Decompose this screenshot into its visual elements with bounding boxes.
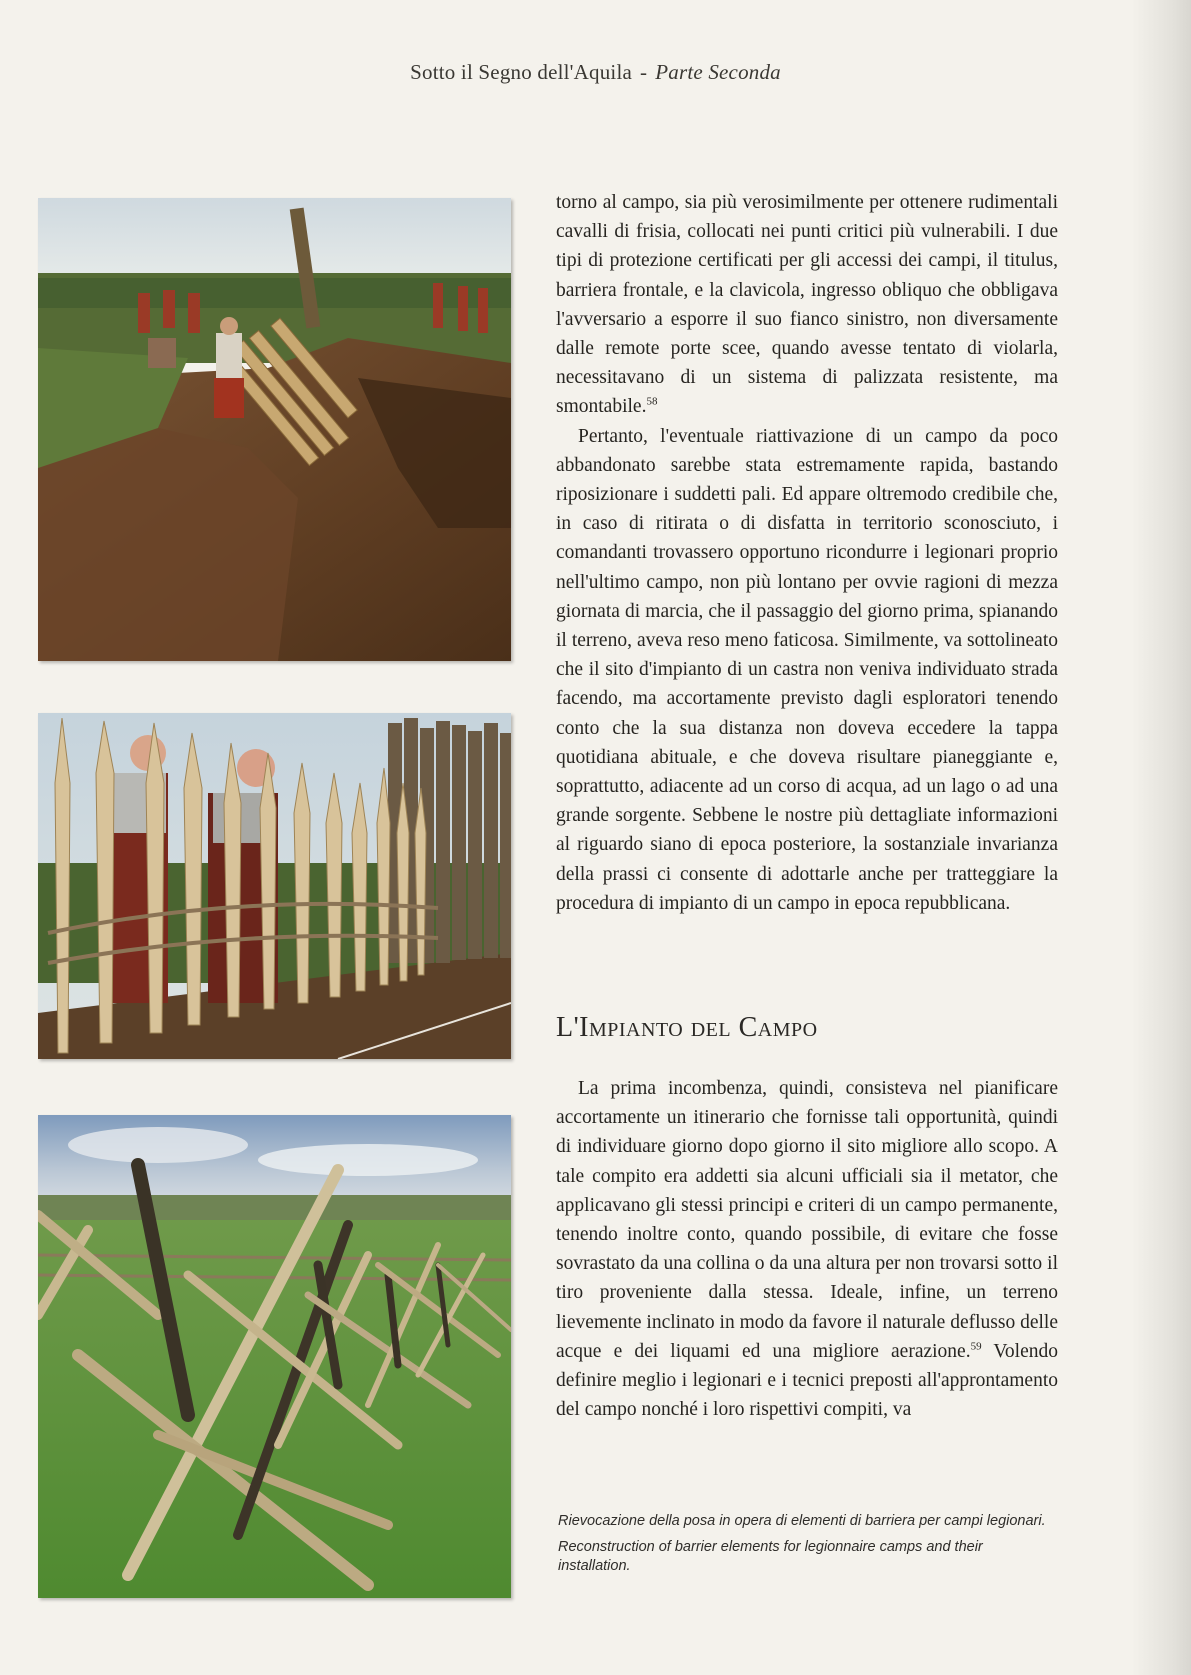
body-text-lower bbox=[556, 1074, 1058, 1424]
caption-italian: Rievocazione della posa in opera di elementi di barriera per campi legionari. bbox=[558, 1513, 1046, 1529]
paragraph-3-text-a: La prima incombenza, quindi, consisteva nel pianificare accortamente un itinerario che fornisse tali opportunità, quindi di individuare giorno dopo giorno il sito migliore allo scopo. A tale compito era addetti sia alcuni ufficiali sia il metator, che applicavano gli stessi principi e criteri di un campo permanente, tenendo inoltre conto, quando possibile, di evitare che fosse sovrastato da una collina o da una altura per non trovarsi sotto il tiro proveniente dalla stessa. Ideale, infine, un terreno lievemente inclinato in modo da favore il naturale deflusso delle acque e dei liquami ed una migliore aerazione. bbox=[556, 1078, 1058, 1362]
footnote-ref-59[interactable]: 59 bbox=[970, 1340, 982, 1353]
paragraph-2: Pertanto, l'eventuale riattivazione di un campo da poco abbandonato sarebbe stata estremamente rapida, bastando riposizionare i suddetti pali. Ed appare oltremodo credibile che, in caso di ritirata o di disfatta in territorio sconosciuto, i comandanti trovassero opportuno ricondurre i legionari proprio nell'ultimo campo, non più lontano per ovvie ragioni di mezza giornata di marcia, che il passaggio del giorno prima, spianando il terreno, aveva reso meno faticosa. Similmente, va sottolineato che il sito d'impianto di un castra non veniva individuato strada facendo, ma accortamente previsto dagli esploratori tenendo conto che la sua distanza non doveva eccedere la tappa quotidiana abituale, e che doveva risultare pianeggiante e, soprattutto, adiacente ad un corso di acqua, ad un lago o ad una grande sorgente. Sebbene le nostre più dettagliate informazioni al riguardo siano di epoca posteriore, la sostanziale invarianza della prassi ci consente di adottarle anche per tratteggiare la procedura di impianto di un campo in epoca repubblicana. bbox=[556, 425, 1058, 914]
section-heading: L'Impianto del Campo bbox=[556, 1012, 818, 1043]
caption-english: Reconstruction of barrier elements for legionnaire camps and their installation. bbox=[558, 1539, 983, 1574]
paragraph-3 bbox=[556, 1074, 1058, 1424]
header-separator: - bbox=[640, 60, 648, 84]
paragraph-1-text: torno al campo, sia più verosimilmente per ottenere rudimentali cavalli di frisia, collocati nei punti critici più vulnerabili. I due tipi di protezione certificati per gli accessi dei campi, il titulus, barriera frontale, e la clavicola, ingresso obliquo che obbligava l'avversario a esporre il suo fianco sinistro, non diversamente dalle remote porte scee, quando avesse tentato di violarla, necessitavano di un sistema di palizzata resistente, ma smontabile. bbox=[556, 192, 1058, 418]
part-label: Parte Seconda bbox=[655, 60, 781, 84]
footnote-ref-58[interactable]: 58 bbox=[646, 395, 658, 408]
photo-cheval-de-frise bbox=[38, 1115, 511, 1598]
paragraph-1 bbox=[556, 188, 1058, 422]
photo-stake-fence bbox=[38, 713, 511, 1059]
paragraph-3-text-b: Volendo definire meglio i legionari e i tecnici preposti all'approntamento del campo nonché i loro rispettivi compiti, va bbox=[556, 1340, 1058, 1421]
figure-caption bbox=[558, 1512, 1058, 1583]
page-edge-shadow bbox=[1131, 0, 1191, 1675]
book-title: Sotto il Segno dell'Aquila bbox=[410, 60, 633, 84]
running-header bbox=[0, 60, 1191, 85]
photo-trench-palisade bbox=[38, 198, 511, 661]
body-text-upper bbox=[556, 188, 1058, 918]
